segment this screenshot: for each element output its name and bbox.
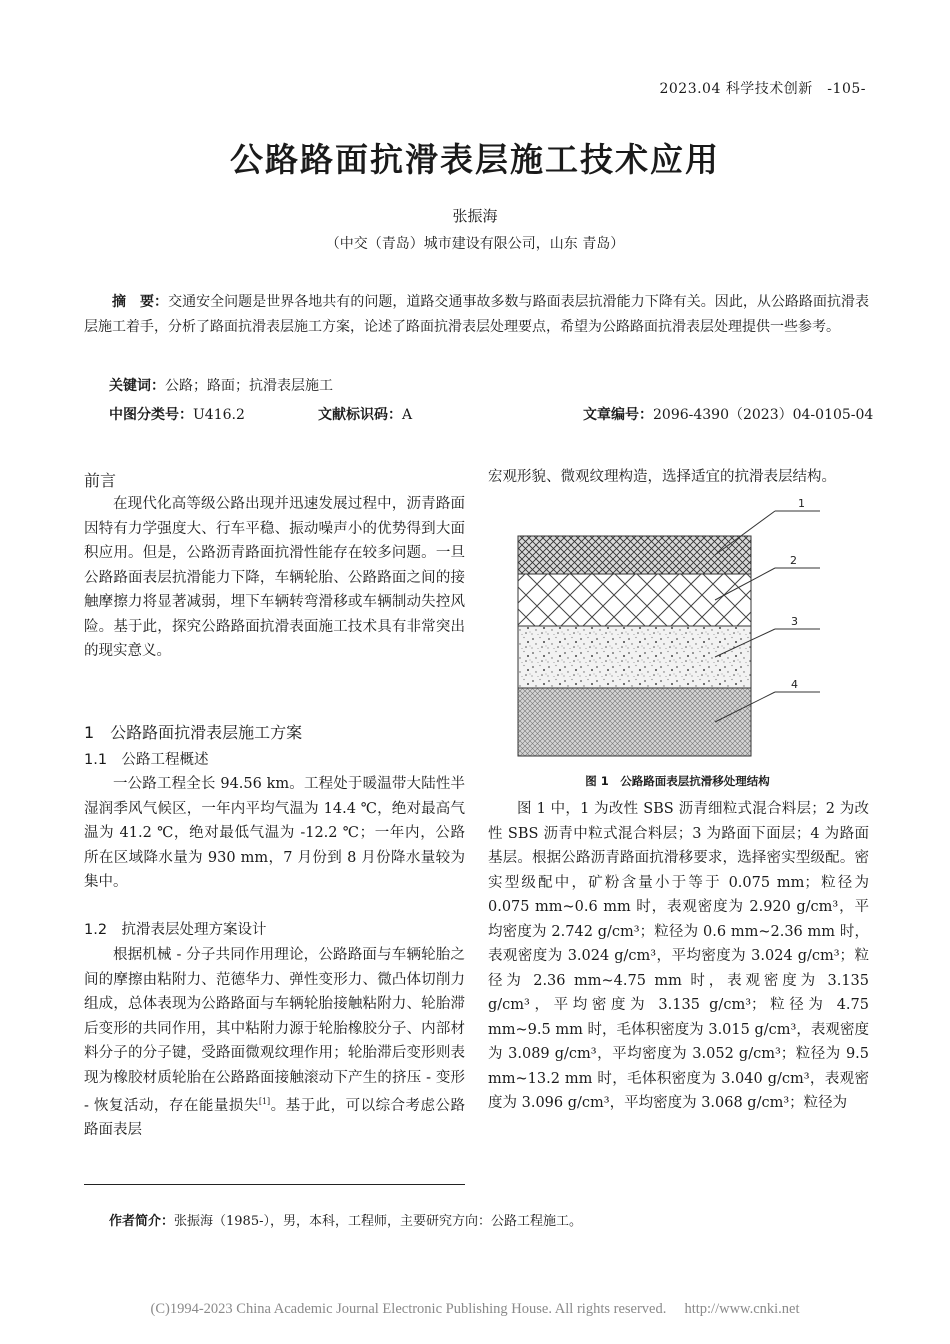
right-column-top-text: 宏观形貌、微观纹理构造，选择适宜的抗滑表层结构。 <box>488 469 836 485</box>
doc-code-label: 文献标识码： <box>318 407 402 423</box>
figure-label-3: 3 <box>791 615 798 628</box>
copyright-notice: (C)1994-2023 China Academic Journal Electronic Publishing House. All rights reserved. http://www.cnki.net <box>150 1301 800 1317</box>
running-header: 2023.04 科学技术创新 -105- <box>659 81 866 97</box>
section-1-1-paragraph: 一公路工程全长 94.56 km。工程处于暖温带大陆性半湿润季风气候区，一年内平均气温为 14.4 ℃，绝对最高气温为 41.2 ℃，绝对最低气温为 -12.2 ℃；一年内，公路所在区域降水量为 930 mm，7 月份到 8 月份降水量较为集中。 <box>84 776 465 890</box>
keywords-label: 关键词： <box>109 378 165 394</box>
abstract-label: 摘 要： <box>112 294 169 310</box>
figure-label-2: 2 <box>790 554 797 567</box>
author-affiliation: （中交（青岛）城市建设有限公司，山东 青岛） <box>325 236 625 252</box>
article-number <box>583 404 873 424</box>
intro-heading: 前言 <box>84 471 117 490</box>
clc-value: U416.2 <box>193 407 245 423</box>
footnote-divider <box>84 1184 465 1185</box>
section-1-2-tail: 。基于此，可以综合考虑公路路面表层 <box>84 1097 465 1139</box>
keywords-text: 公路；路面；抗滑表层施工 <box>165 378 333 394</box>
abstract <box>84 290 869 340</box>
document-code <box>318 404 412 424</box>
article-number-value: 2096-4390（2023）04-0105-04 <box>653 407 874 423</box>
author-bio-label: 作者简介： <box>109 1214 175 1229</box>
figure-caption: 图 1 公路路面表层抗滑移处理结构 <box>585 774 770 788</box>
figure-label-4: 4 <box>791 678 798 691</box>
section-1-heading: 1 公路路面抗滑表层施工方案 <box>84 723 303 742</box>
figure-label-1: 1 <box>798 497 805 510</box>
article-title: 公路路面抗滑表层施工技术应用 <box>230 140 720 179</box>
abstract-text: 交通安全问题是世界各地共有的问题，道路交通事故多数与路面表层抗滑能力下降有关。因此，从公路路面抗滑表层施工着手，分析了路面抗滑表层施工方案，论述了路面抗滑表层处理要点，希望为公路路面抗滑表层处理提供一些参考。 <box>84 294 869 335</box>
author-bio-footnote <box>109 1210 582 1229</box>
section-1-1-heading: 1.1 公路工程概述 <box>84 752 209 768</box>
keywords <box>109 375 333 395</box>
clc-label: 中图分类号： <box>109 407 193 423</box>
section-1-2-text: 根据机械 - 分子共同作用理论，公路路面与车辆轮胎之间的摩擦由粘附力、范德华力、弹性变形力、微凸体切削力组成，总体表现为公路路面与车辆轮胎接触粘附力、轮胎滞后变形的共同作用，其中粘附力源于轮胎橡胶分子、内部材料分子的分子键，受路面微观纹理作用；轮胎滞后变形则表现为橡胶材质轮胎在公路路面接触滚动下产生的挤压 - 变形 - 恢复活动，存在能量损失 <box>84 947 465 1114</box>
intro-paragraph: 在现代化高等级公路出现并迅速发展过程中，沥青路面因特有力学强度大、行车平稳、振动噪声小的优势得到大面积应用。但是，公路沥青路面抗滑性能存在较多问题。一旦公路路面表层抗滑能力下降，车辆轮胎、公路路面之间的接触摩擦力将显著减弱，埋下车辆转弯滑移或车辆制动失控风险。基于此，探究公路路面抗滑表面施工技术具有非常突出的现实意义。 <box>84 496 465 659</box>
citation-ref: [1] <box>258 1097 271 1106</box>
clc-number <box>109 404 245 424</box>
pavement-structure-figure <box>515 496 835 766</box>
section-1-2-paragraph <box>84 943 465 1143</box>
figure-description-paragraph: 图 1 中，1 为改性 SBS 沥青细粒式混合料层；2 为改性 SBS 沥青中粒式混合料层；3 为路面下面层；4 为路面基层。根据公路沥青路面抗滑移要求，选择密实型级配。密实型级配中，矿粉含量小于等于 0.075 mm；粒径为 0.075 mm~0.6 mm 时，表观密度为 2.920 g/cm³，平均密度为 2.742 g/cm³；粒径为 0.6 mm~2.36 mm 时，表观密度为 3.024 g/cm³，平均密度为 3.024 g/cm³；粒径为 2.36 mm~4.75 mm 时，表观密度为 3.135 g/cm³，平均密度为 3.135 g/cm³；粒径为 4.75 mm~9.5 mm 时，毛体积密度为 3.015 g/cm³，表观密度为 3.089 g/cm³，平均密度为 3.052 g/cm³；粒径为 9.5 mm~13.2 mm 时，毛体积密度为 3.040 g/cm³，表观密度为 3.096 g/cm³，平均密度为 3.068 g/cm³；粒径为 <box>488 801 869 1111</box>
doc-code-value: A <box>402 407 413 423</box>
article-number-label: 文章编号： <box>583 407 653 423</box>
section-1-2-heading: 1.2 抗滑表层处理方案设计 <box>84 922 267 938</box>
layer-1-fine-mix <box>518 536 751 574</box>
author-name: 张振海 <box>452 207 498 225</box>
author-bio-text: 张振海（1985-），男，本科，工程师，主要研究方向：公路工程施工。 <box>174 1214 582 1229</box>
